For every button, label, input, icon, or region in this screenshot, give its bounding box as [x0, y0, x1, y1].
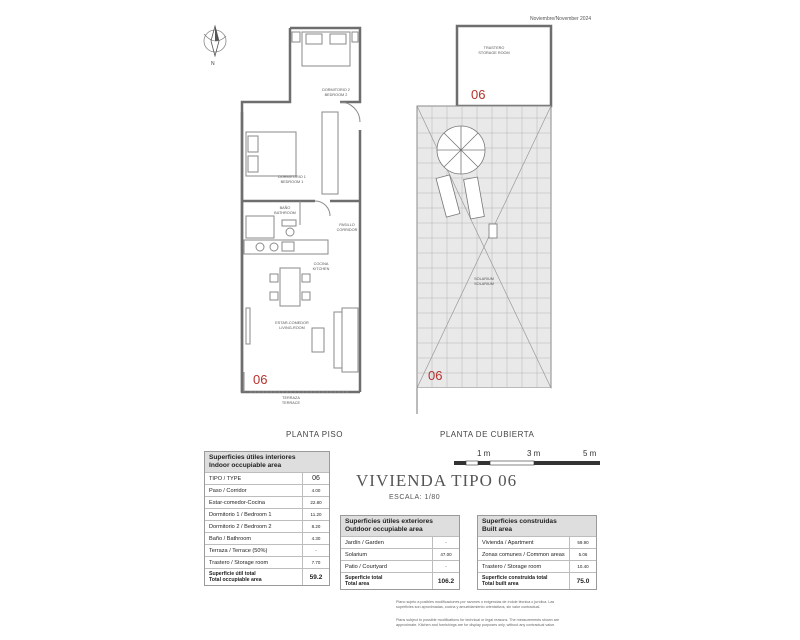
interior-area-table — [204, 451, 330, 586]
plan-label-floor: PLANTA PISO — [286, 430, 343, 439]
row-label: Trastero / Storage room — [209, 559, 269, 566]
interior-subtitle: Indoor occupiable area — [209, 462, 282, 469]
built-table-header — [478, 516, 596, 536]
table-row — [478, 548, 596, 560]
row-value: 7.70 — [302, 557, 329, 568]
room-bath — [268, 206, 302, 216]
row-value: 5.06 — [569, 549, 596, 560]
table-row — [205, 496, 329, 508]
row-label: Solarium — [345, 551, 368, 558]
room-bedroom1 — [270, 175, 314, 185]
room-storage-es: TRASTERO — [483, 46, 505, 50]
note-line: approximate. Kitchen and furnishings are for display purposes only, without any contractual value. — [396, 623, 556, 627]
total-row — [341, 572, 459, 589]
room-storage-en: STORAGE ROOM — [478, 51, 510, 55]
row-label: Trastero / Storage room — [482, 563, 542, 570]
disclaimer-en — [396, 618, 596, 628]
unit-tag-roof: 06 — [428, 368, 443, 383]
table-row — [341, 548, 459, 560]
row-label: Dormitorio 1 / Bedroom 1 — [209, 511, 272, 518]
row-value: 11.20 — [302, 509, 329, 520]
total-label-es: Superficie total — [345, 575, 383, 581]
room-terrace — [276, 396, 306, 406]
exterior-area-table — [340, 515, 460, 590]
exterior-title: Superficies útiles exteriores — [345, 518, 433, 525]
row-label: Estar-comedor-Cocina — [209, 499, 265, 506]
row-value: 59.90 — [569, 537, 596, 548]
row-label: Vivienda / Apartment — [482, 539, 534, 546]
built-area-table — [477, 515, 597, 590]
interior-title: Superficies útiles interiores — [209, 454, 296, 461]
total-label — [341, 575, 432, 587]
table-row — [341, 536, 459, 548]
interior-table-header — [205, 452, 329, 472]
table-row — [205, 472, 329, 484]
drawing-title: VIVIENDA TIPO 06 — [356, 471, 518, 490]
row-value: 4.00 — [302, 485, 329, 496]
exterior-table-header — [341, 516, 459, 536]
total-label — [478, 575, 569, 587]
room-bedroom2-es: DORMITORIO 2 — [322, 88, 350, 92]
table-row — [478, 560, 596, 572]
total-label-en: Total built area — [482, 581, 519, 587]
note-line: Plans subject to possible modifications for technical or legal reasons. The measurements shown are — [396, 618, 560, 622]
date-label: Noviembre/November 2024 — [530, 16, 592, 22]
row-label: Dormitorio 2 / Bedroom 2 — [209, 523, 272, 530]
row-value: 4.30 — [302, 533, 329, 544]
room-solarium — [466, 277, 502, 287]
room-bedroom2 — [316, 88, 356, 98]
table-row — [205, 544, 329, 556]
room-bath-en: BATHROOM — [274, 211, 296, 215]
room-bedroom2-en: BEDROOM 2 — [324, 93, 348, 97]
table-row — [341, 560, 459, 572]
room-terrace-es: TERRAZA — [282, 396, 300, 400]
note-line: Plano sujeto a posibles modificaciones por razones o exigencias de índole técnica o jurídica. Las — [396, 600, 555, 604]
total-label-en: Total occupiable area — [209, 577, 262, 583]
scale-bar — [453, 460, 603, 468]
type-label: TIPO / TYPE — [209, 475, 242, 482]
room-living — [270, 321, 314, 331]
table-row — [205, 556, 329, 568]
room-bedroom1-es: DORMITORIO 1 — [278, 175, 306, 179]
room-solarium-en: SOLARIUM — [474, 282, 494, 286]
table-row — [205, 508, 329, 520]
table-row — [205, 520, 329, 532]
note-line: superficies son aproximadas, cocina y amueblamiento orientativos, sin valor contractual. — [396, 605, 541, 609]
table-row — [205, 484, 329, 496]
north-label: N — [211, 61, 215, 67]
row-value: 8.20 — [302, 521, 329, 532]
unit-tag-roof-storage: 06 — [471, 87, 486, 102]
scale-label-5m: 5 m — [583, 449, 597, 458]
drawing-scale: ESCALA: 1/80 — [389, 494, 441, 501]
total-label-en: Total area — [345, 581, 370, 587]
room-solarium-es: SOLARIUM — [474, 277, 494, 281]
row-value: 47.00 — [432, 549, 459, 560]
row-label: Terraza / Terrace (50%) — [209, 547, 268, 554]
row-value: - — [432, 537, 459, 548]
table-row — [205, 532, 329, 544]
unit-tag-floor: 06 — [253, 372, 268, 387]
row-label: Paso / Corridor — [209, 487, 247, 494]
row-label: Baño / Bathroom — [209, 535, 251, 542]
exterior-subtitle: Outdoor occupiable area — [345, 526, 423, 533]
scale-label-1m: 1 m — [477, 449, 491, 458]
room-terrace-en: TERRACE — [281, 401, 301, 405]
room-kitchen-en: KITCHEN — [312, 267, 330, 271]
room-storage — [474, 46, 514, 56]
room-living-en: LIVING-ROOM — [279, 326, 305, 330]
room-living-es: ESTAR-COMEDOR — [275, 321, 309, 325]
built-subtitle: Built area — [482, 526, 513, 533]
row-value: - — [302, 545, 329, 556]
row-label: Patio / Courtyard — [345, 563, 387, 570]
total-label-es: Superficie construida total — [482, 575, 548, 581]
plan-label-roof: PLANTA DE CUBIERTA — [440, 430, 535, 439]
table-row — [478, 536, 596, 548]
room-corridor — [332, 223, 362, 233]
total-label — [205, 571, 302, 583]
row-value: 10.40 — [569, 561, 596, 572]
total-row — [478, 572, 596, 589]
row-value: 22.80 — [302, 497, 329, 508]
disclaimer-es — [396, 600, 596, 610]
room-bath-es: BAÑO — [279, 206, 291, 210]
roof-plan — [405, 18, 565, 418]
room-bedroom1-en: BEDROOM 1 — [280, 180, 304, 184]
total-value: 106.2 — [432, 573, 459, 589]
row-value: - — [432, 561, 459, 572]
room-corridor-en: CORRIDOR — [336, 228, 358, 232]
total-value: 75.0 — [569, 573, 596, 589]
room-kitchen — [306, 262, 336, 272]
total-label-es: Superficie útil total — [209, 571, 256, 577]
room-corridor-es: PASILLO — [339, 223, 355, 227]
scale-label-3m: 3 m — [527, 449, 541, 458]
floor-plan — [230, 20, 370, 415]
row-label: Jardín / Garden — [345, 539, 384, 546]
room-kitchen-es: COCINA — [313, 262, 329, 266]
row-label: Zonas comunes / Common areas — [482, 551, 565, 558]
type-value: 06 — [302, 473, 329, 484]
total-row — [205, 568, 329, 585]
built-title: Superficies construidas — [482, 518, 557, 525]
total-value: 59.2 — [302, 569, 329, 585]
